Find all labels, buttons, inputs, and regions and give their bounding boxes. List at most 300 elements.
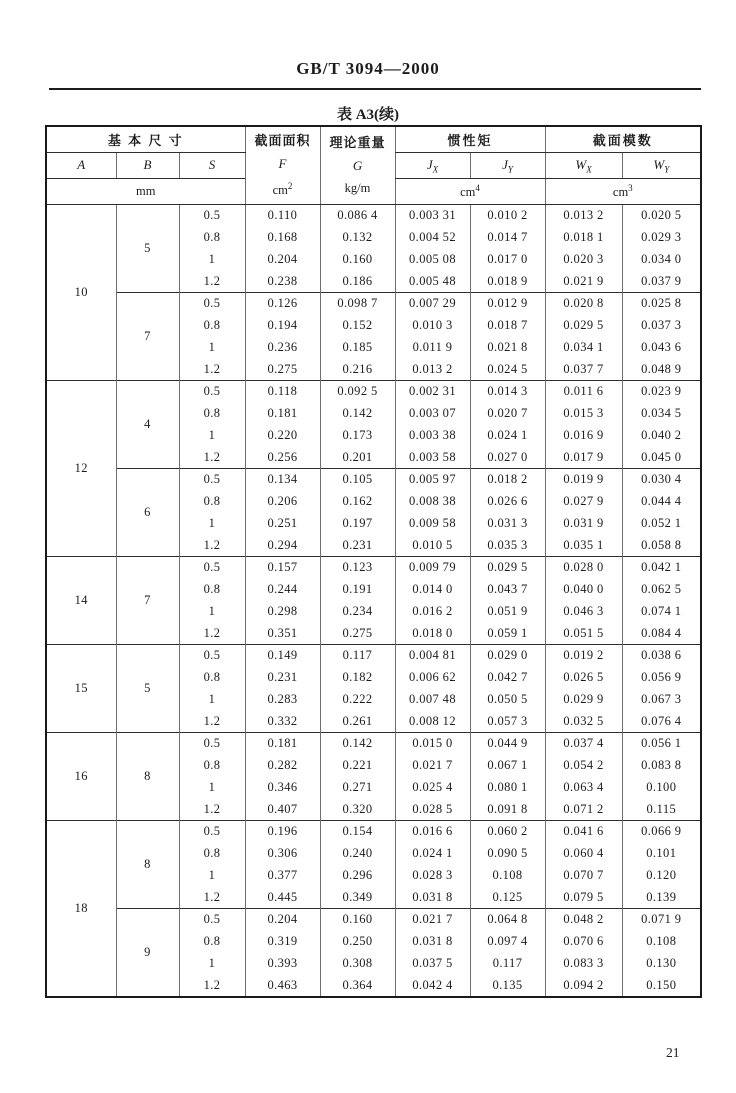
cell-jy: 0.024 1 bbox=[470, 425, 545, 447]
header-row-groups bbox=[46, 126, 701, 152]
cell-g: 0.221 bbox=[320, 755, 395, 777]
symbol-Wx-base: W bbox=[575, 156, 587, 172]
cell-jx: 0.042 4 bbox=[395, 975, 470, 997]
cell-g: 0.182 bbox=[320, 667, 395, 689]
cell-jx: 0.006 62 bbox=[395, 667, 470, 689]
table-row bbox=[46, 821, 701, 843]
cell-jx: 0.011 9 bbox=[395, 337, 470, 359]
cell-wx: 0.031 9 bbox=[545, 513, 622, 535]
header-basic-dimensions: 基 本 尺 寸 bbox=[46, 126, 245, 152]
cell-f: 0.319 bbox=[245, 931, 320, 953]
cell-f: 0.377 bbox=[245, 865, 320, 887]
cell-g: 0.160 bbox=[320, 249, 395, 271]
cell-jx: 0.005 48 bbox=[395, 271, 470, 293]
cell-jy: 0.050 5 bbox=[470, 689, 545, 711]
cell-wy: 0.043 6 bbox=[622, 337, 701, 359]
cell-wy: 0.108 bbox=[622, 931, 701, 953]
cell-f: 0.220 bbox=[245, 425, 320, 447]
header-section-modulus: 截面模数 bbox=[545, 126, 701, 152]
table-header bbox=[46, 126, 701, 205]
cell-wy: 0.130 bbox=[622, 953, 701, 975]
cell-wx: 0.019 9 bbox=[545, 469, 622, 491]
cell-wy: 0.038 6 bbox=[622, 645, 701, 667]
cell-s: 0.8 bbox=[179, 579, 245, 601]
cell-f: 0.282 bbox=[245, 755, 320, 777]
cell-b: 7 bbox=[116, 557, 179, 645]
cell-wx: 0.026 5 bbox=[545, 667, 622, 689]
cell-jy: 0.060 2 bbox=[470, 821, 545, 843]
cell-wx: 0.016 9 bbox=[545, 425, 622, 447]
cell-jy: 0.042 7 bbox=[470, 667, 545, 689]
cell-s: 0.8 bbox=[179, 403, 245, 425]
cell-jx: 0.015 0 bbox=[395, 733, 470, 755]
cell-f: 0.196 bbox=[245, 821, 320, 843]
cell-g: 0.296 bbox=[320, 865, 395, 887]
cell-s: 0.8 bbox=[179, 755, 245, 777]
cell-g: 0.142 bbox=[320, 733, 395, 755]
cell-jx: 0.028 5 bbox=[395, 799, 470, 821]
cell-g: 0.117 bbox=[320, 645, 395, 667]
cell-wy: 0.030 4 bbox=[622, 469, 701, 491]
cell-jx: 0.004 52 bbox=[395, 227, 470, 249]
cell-f: 0.110 bbox=[245, 205, 320, 227]
header-col-Jx bbox=[395, 152, 470, 178]
cell-f: 0.332 bbox=[245, 711, 320, 733]
cell-wx: 0.040 0 bbox=[545, 579, 622, 601]
cell-g: 0.160 bbox=[320, 909, 395, 931]
cell-b: 4 bbox=[116, 381, 179, 469]
cell-f: 0.251 bbox=[245, 513, 320, 535]
cell-s: 0.5 bbox=[179, 645, 245, 667]
cell-jy: 0.018 2 bbox=[470, 469, 545, 491]
cell-a: 14 bbox=[46, 557, 116, 645]
cell-wx: 0.070 6 bbox=[545, 931, 622, 953]
table-row bbox=[46, 205, 701, 227]
cell-wy: 0.023 9 bbox=[622, 381, 701, 403]
cell-s: 0.5 bbox=[179, 381, 245, 403]
weight-title: 理论重量 bbox=[329, 135, 386, 151]
cell-g: 0.271 bbox=[320, 777, 395, 799]
table-row bbox=[46, 557, 701, 579]
cell-wy: 0.048 9 bbox=[622, 359, 701, 381]
header-moment-of-inertia: 惯性矩 bbox=[395, 126, 545, 152]
table-row bbox=[46, 645, 701, 667]
table-caption: 表 A3(续) bbox=[336, 107, 400, 123]
cell-g: 0.132 bbox=[320, 227, 395, 249]
cell-s: 1 bbox=[179, 689, 245, 711]
cell-jy: 0.020 7 bbox=[470, 403, 545, 425]
table-row bbox=[46, 293, 701, 315]
cell-wx: 0.034 1 bbox=[545, 337, 622, 359]
cell-f: 0.181 bbox=[245, 403, 320, 425]
cell-s: 1.2 bbox=[179, 887, 245, 909]
cell-jx: 0.003 38 bbox=[395, 425, 470, 447]
cell-f: 0.181 bbox=[245, 733, 320, 755]
cell-g: 0.216 bbox=[320, 359, 395, 381]
cell-jy: 0.059 1 bbox=[470, 623, 545, 645]
cell-f: 0.126 bbox=[245, 293, 320, 315]
cell-jx: 0.018 0 bbox=[395, 623, 470, 645]
cell-a: 12 bbox=[46, 381, 116, 557]
cell-f: 0.206 bbox=[245, 491, 320, 513]
cell-a: 10 bbox=[46, 205, 116, 381]
cell-wx: 0.051 5 bbox=[545, 623, 622, 645]
cell-s: 0.8 bbox=[179, 315, 245, 337]
cell-jy: 0.035 3 bbox=[470, 535, 545, 557]
cell-g: 0.173 bbox=[320, 425, 395, 447]
cell-jy: 0.010 2 bbox=[470, 205, 545, 227]
cell-jy: 0.067 1 bbox=[470, 755, 545, 777]
cell-jx: 0.003 07 bbox=[395, 403, 470, 425]
cell-b: 7 bbox=[116, 293, 179, 381]
cell-s: 0.8 bbox=[179, 227, 245, 249]
table-row bbox=[46, 733, 701, 755]
table-row bbox=[46, 381, 701, 403]
cell-f: 0.346 bbox=[245, 777, 320, 799]
cell-g: 0.105 bbox=[320, 469, 395, 491]
cell-g: 0.308 bbox=[320, 953, 395, 975]
cell-jy: 0.090 5 bbox=[470, 843, 545, 865]
cell-wx: 0.029 9 bbox=[545, 689, 622, 711]
cell-wy: 0.067 3 bbox=[622, 689, 701, 711]
cell-jx: 0.031 8 bbox=[395, 887, 470, 909]
cell-jx: 0.005 97 bbox=[395, 469, 470, 491]
cell-wx: 0.046 3 bbox=[545, 601, 622, 623]
cell-jy: 0.021 8 bbox=[470, 337, 545, 359]
cell-s: 1 bbox=[179, 601, 245, 623]
cell-a: 18 bbox=[46, 821, 116, 997]
cell-wx: 0.070 7 bbox=[545, 865, 622, 887]
area-unit-exponent: 2 bbox=[287, 181, 293, 191]
cell-wx: 0.037 7 bbox=[545, 359, 622, 381]
cell-f: 0.351 bbox=[245, 623, 320, 645]
cell-jx: 0.037 5 bbox=[395, 953, 470, 975]
cell-s: 1.2 bbox=[179, 623, 245, 645]
cell-f: 0.194 bbox=[245, 315, 320, 337]
cell-s: 1.2 bbox=[179, 359, 245, 381]
cell-g: 0.234 bbox=[320, 601, 395, 623]
cell-s: 1 bbox=[179, 249, 245, 271]
header-rule bbox=[49, 88, 701, 90]
header-unit-cm4 bbox=[395, 178, 545, 204]
cell-jy: 0.125 bbox=[470, 887, 545, 909]
header-col-Wy bbox=[622, 152, 701, 178]
header-theoretical-weight bbox=[320, 126, 395, 205]
cell-jx: 0.016 6 bbox=[395, 821, 470, 843]
cell-wx: 0.079 5 bbox=[545, 887, 622, 909]
cell-wx: 0.035 1 bbox=[545, 535, 622, 557]
cell-g: 0.185 bbox=[320, 337, 395, 359]
cell-wy: 0.025 8 bbox=[622, 293, 701, 315]
cell-g: 0.231 bbox=[320, 535, 395, 557]
cell-f: 0.168 bbox=[245, 227, 320, 249]
cell-g: 0.154 bbox=[320, 821, 395, 843]
cell-wy: 0.083 8 bbox=[622, 755, 701, 777]
cell-s: 1 bbox=[179, 425, 245, 447]
symbol-Jy-subscript: Y bbox=[507, 164, 513, 175]
symbol-S: S bbox=[208, 157, 216, 173]
cell-wx: 0.037 4 bbox=[545, 733, 622, 755]
inertia-unit-exponent: 4 bbox=[475, 182, 480, 193]
cell-wx: 0.020 8 bbox=[545, 293, 622, 315]
cell-wx: 0.017 9 bbox=[545, 447, 622, 469]
cell-g: 0.123 bbox=[320, 557, 395, 579]
cell-g: 0.364 bbox=[320, 975, 395, 997]
cell-jx: 0.002 31 bbox=[395, 381, 470, 403]
cell-f: 0.244 bbox=[245, 579, 320, 601]
cell-g: 0.162 bbox=[320, 491, 395, 513]
cell-g: 0.086 4 bbox=[320, 205, 395, 227]
symbol-Wy-subscript: Y bbox=[664, 164, 670, 175]
cell-jy: 0.091 8 bbox=[470, 799, 545, 821]
cell-jy: 0.014 7 bbox=[470, 227, 545, 249]
cell-wx: 0.019 2 bbox=[545, 645, 622, 667]
cell-f: 0.236 bbox=[245, 337, 320, 359]
cell-wx: 0.048 2 bbox=[545, 909, 622, 931]
cell-g: 0.152 bbox=[320, 315, 395, 337]
cell-jy: 0.024 5 bbox=[470, 359, 545, 381]
cell-wy: 0.052 1 bbox=[622, 513, 701, 535]
cell-jx: 0.003 58 bbox=[395, 447, 470, 469]
cell-b: 9 bbox=[116, 909, 179, 997]
cell-wy: 0.115 bbox=[622, 799, 701, 821]
cell-jy: 0.017 0 bbox=[470, 249, 545, 271]
cell-s: 1 bbox=[179, 953, 245, 975]
cell-jy: 0.012 9 bbox=[470, 293, 545, 315]
area-unit-base: cm bbox=[272, 183, 288, 198]
cell-g: 0.240 bbox=[320, 843, 395, 865]
cell-f: 0.463 bbox=[245, 975, 320, 997]
cell-f: 0.275 bbox=[245, 359, 320, 381]
symbol-Wx-subscript: X bbox=[586, 164, 592, 175]
cell-b: 5 bbox=[116, 645, 179, 733]
header-col-Jy bbox=[470, 152, 545, 178]
cell-jx: 0.008 12 bbox=[395, 711, 470, 733]
table-row bbox=[46, 469, 701, 491]
inertia-unit-base: cm bbox=[460, 185, 476, 200]
cell-jy: 0.018 9 bbox=[470, 271, 545, 293]
modulus-unit-exponent: 3 bbox=[628, 182, 633, 193]
cell-jy: 0.044 9 bbox=[470, 733, 545, 755]
cell-jx: 0.028 3 bbox=[395, 865, 470, 887]
symbol-Jx-base: J bbox=[426, 156, 433, 172]
cell-g: 0.098 7 bbox=[320, 293, 395, 315]
cell-wy: 0.034 5 bbox=[622, 403, 701, 425]
cell-a: 16 bbox=[46, 733, 116, 821]
cell-wx: 0.041 6 bbox=[545, 821, 622, 843]
cell-jx: 0.024 1 bbox=[395, 843, 470, 865]
cell-s: 1.2 bbox=[179, 271, 245, 293]
cell-g: 0.201 bbox=[320, 447, 395, 469]
cell-b: 8 bbox=[116, 821, 179, 909]
table-row bbox=[46, 909, 701, 931]
cell-f: 0.204 bbox=[245, 249, 320, 271]
cell-jy: 0.080 1 bbox=[470, 777, 545, 799]
cell-s: 1.2 bbox=[179, 711, 245, 733]
cell-jy: 0.057 3 bbox=[470, 711, 545, 733]
cell-f: 0.238 bbox=[245, 271, 320, 293]
cell-jy: 0.064 8 bbox=[470, 909, 545, 931]
header-col-Wx bbox=[545, 152, 622, 178]
cell-wy: 0.120 bbox=[622, 865, 701, 887]
cell-wx: 0.028 0 bbox=[545, 557, 622, 579]
cell-jy: 0.031 3 bbox=[470, 513, 545, 535]
cell-f: 0.231 bbox=[245, 667, 320, 689]
cell-f: 0.306 bbox=[245, 843, 320, 865]
cell-wx: 0.018 1 bbox=[545, 227, 622, 249]
cell-jy: 0.027 0 bbox=[470, 447, 545, 469]
symbol-B: B bbox=[143, 157, 152, 173]
cell-f: 0.157 bbox=[245, 557, 320, 579]
cell-jy: 0.108 bbox=[470, 865, 545, 887]
section-area-title: 截面面积 bbox=[254, 133, 311, 148]
cell-g: 0.275 bbox=[320, 623, 395, 645]
cell-wy: 0.066 9 bbox=[622, 821, 701, 843]
symbol-Wy-base: W bbox=[653, 156, 665, 172]
cell-b: 5 bbox=[116, 205, 179, 293]
cell-s: 1.2 bbox=[179, 535, 245, 557]
cell-wy: 0.056 1 bbox=[622, 733, 701, 755]
cell-wy: 0.044 4 bbox=[622, 491, 701, 513]
cell-jx: 0.021 7 bbox=[395, 909, 470, 931]
cell-jy: 0.026 6 bbox=[470, 491, 545, 513]
cell-jy: 0.014 3 bbox=[470, 381, 545, 403]
cell-wy: 0.042 1 bbox=[622, 557, 701, 579]
cell-wy: 0.101 bbox=[622, 843, 701, 865]
cell-s: 0.8 bbox=[179, 843, 245, 865]
cell-jx: 0.005 08 bbox=[395, 249, 470, 271]
weight-symbol: G bbox=[352, 158, 363, 174]
symbol-Jy-base: J bbox=[502, 156, 508, 172]
cell-s: 1 bbox=[179, 337, 245, 359]
cell-s: 0.5 bbox=[179, 733, 245, 755]
cell-s: 0.5 bbox=[179, 909, 245, 931]
cell-jx: 0.009 58 bbox=[395, 513, 470, 535]
cell-g: 0.197 bbox=[320, 513, 395, 535]
header-col-A bbox=[46, 152, 116, 178]
cell-f: 0.298 bbox=[245, 601, 320, 623]
cell-wy: 0.040 2 bbox=[622, 425, 701, 447]
cell-wx: 0.020 3 bbox=[545, 249, 622, 271]
cell-wx: 0.083 3 bbox=[545, 953, 622, 975]
cell-jx: 0.007 29 bbox=[395, 293, 470, 315]
cell-g: 0.186 bbox=[320, 271, 395, 293]
cell-wx: 0.013 2 bbox=[545, 205, 622, 227]
cell-wy: 0.150 bbox=[622, 975, 701, 997]
cell-wy: 0.029 3 bbox=[622, 227, 701, 249]
cell-s: 1.2 bbox=[179, 975, 245, 997]
cell-wy: 0.056 9 bbox=[622, 667, 701, 689]
cell-jy: 0.097 4 bbox=[470, 931, 545, 953]
cell-jx: 0.010 3 bbox=[395, 315, 470, 337]
cell-wy: 0.034 0 bbox=[622, 249, 701, 271]
cell-jx: 0.031 8 bbox=[395, 931, 470, 953]
cell-wy: 0.139 bbox=[622, 887, 701, 909]
cell-s: 0.8 bbox=[179, 931, 245, 953]
cell-wy: 0.058 8 bbox=[622, 535, 701, 557]
cell-wy: 0.037 9 bbox=[622, 271, 701, 293]
cell-jx: 0.025 4 bbox=[395, 777, 470, 799]
page-number: 21 bbox=[666, 1045, 680, 1060]
cell-s: 1.2 bbox=[179, 799, 245, 821]
cell-f: 0.294 bbox=[245, 535, 320, 557]
cell-wx: 0.032 5 bbox=[545, 711, 622, 733]
cell-f: 0.149 bbox=[245, 645, 320, 667]
cell-g: 0.092 5 bbox=[320, 381, 395, 403]
cell-f: 0.407 bbox=[245, 799, 320, 821]
cell-wy: 0.074 1 bbox=[622, 601, 701, 623]
cell-f: 0.118 bbox=[245, 381, 320, 403]
header-unit-mm: mm bbox=[46, 178, 245, 204]
cell-jx: 0.010 5 bbox=[395, 535, 470, 557]
cell-jy: 0.029 5 bbox=[470, 557, 545, 579]
cell-wx: 0.063 4 bbox=[545, 777, 622, 799]
cell-s: 1.2 bbox=[179, 447, 245, 469]
cell-wy: 0.100 bbox=[622, 777, 701, 799]
cell-jy: 0.029 0 bbox=[470, 645, 545, 667]
cell-f: 0.393 bbox=[245, 953, 320, 975]
cell-jx: 0.004 81 bbox=[395, 645, 470, 667]
cell-s: 0.5 bbox=[179, 293, 245, 315]
cell-wx: 0.060 4 bbox=[545, 843, 622, 865]
cell-g: 0.320 bbox=[320, 799, 395, 821]
symbol-A: A bbox=[77, 157, 86, 173]
cell-wy: 0.071 9 bbox=[622, 909, 701, 931]
cell-s: 1 bbox=[179, 777, 245, 799]
cell-s: 0.5 bbox=[179, 821, 245, 843]
standard-number: GB/T 3094—2000 bbox=[296, 59, 440, 78]
cell-wx: 0.027 9 bbox=[545, 491, 622, 513]
cell-jy: 0.051 9 bbox=[470, 601, 545, 623]
cell-s: 0.5 bbox=[179, 469, 245, 491]
cell-wy: 0.076 4 bbox=[622, 711, 701, 733]
section-properties-table bbox=[45, 125, 702, 998]
cell-jy: 0.018 7 bbox=[470, 315, 545, 337]
cell-wy: 0.045 0 bbox=[622, 447, 701, 469]
cell-f: 0.204 bbox=[245, 909, 320, 931]
cell-s: 1 bbox=[179, 865, 245, 887]
cell-f: 0.134 bbox=[245, 469, 320, 491]
cell-f: 0.445 bbox=[245, 887, 320, 909]
cell-s: 0.8 bbox=[179, 667, 245, 689]
cell-b: 6 bbox=[116, 469, 179, 557]
cell-f: 0.256 bbox=[245, 447, 320, 469]
cell-g: 0.222 bbox=[320, 689, 395, 711]
cell-jy: 0.117 bbox=[470, 953, 545, 975]
cell-jx: 0.009 79 bbox=[395, 557, 470, 579]
cell-jy: 0.043 7 bbox=[470, 579, 545, 601]
cell-g: 0.191 bbox=[320, 579, 395, 601]
cell-s: 0.5 bbox=[179, 205, 245, 227]
section-area-symbol: F bbox=[278, 156, 287, 171]
cell-jx: 0.021 7 bbox=[395, 755, 470, 777]
cell-wy: 0.084 4 bbox=[622, 623, 701, 645]
cell-wy: 0.062 5 bbox=[622, 579, 701, 601]
cell-jx: 0.013 2 bbox=[395, 359, 470, 381]
header-section-area bbox=[245, 126, 320, 205]
table-body bbox=[46, 205, 701, 997]
cell-f: 0.283 bbox=[245, 689, 320, 711]
cell-g: 0.142 bbox=[320, 403, 395, 425]
header-unit-cm3 bbox=[545, 178, 701, 204]
cell-wx: 0.054 2 bbox=[545, 755, 622, 777]
cell-wy: 0.037 3 bbox=[622, 315, 701, 337]
cell-s: 0.8 bbox=[179, 491, 245, 513]
cell-wx: 0.021 9 bbox=[545, 271, 622, 293]
header-col-B bbox=[116, 152, 179, 178]
cell-jx: 0.014 0 bbox=[395, 579, 470, 601]
cell-wy: 0.020 5 bbox=[622, 205, 701, 227]
